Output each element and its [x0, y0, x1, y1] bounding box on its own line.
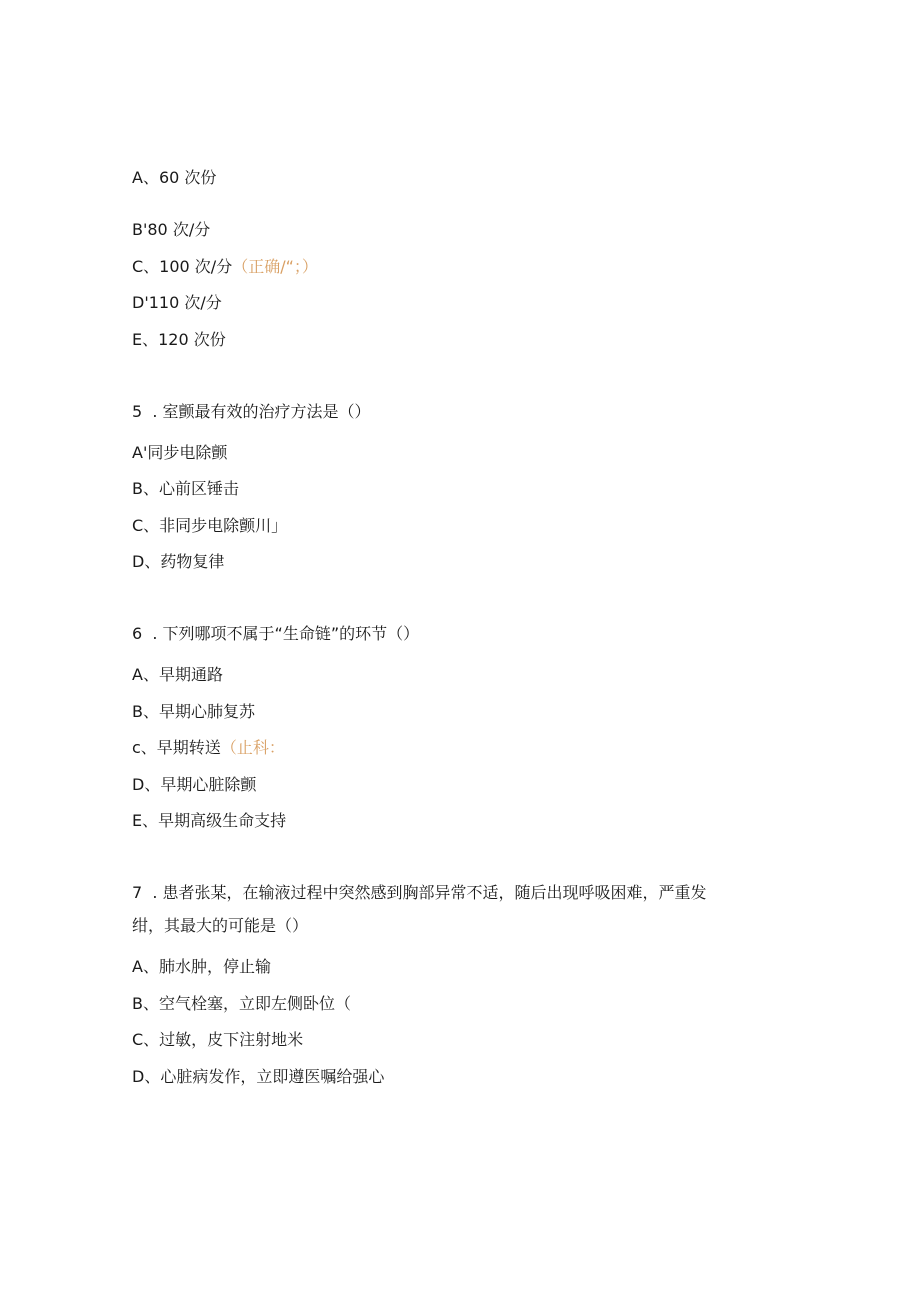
question-7-stem-line1 — [132, 883, 707, 903]
option-text: B、心前区锤击 — [132, 479, 239, 498]
option-q4-c — [132, 257, 318, 277]
option-q6-a — [132, 665, 223, 685]
option-q7-a — [132, 957, 271, 977]
question-5-stem — [132, 402, 371, 422]
option-text: B、早期心肺复苏 — [132, 702, 255, 721]
question-7-stem-line2 — [132, 916, 308, 936]
option-text: D、药物复律 — [132, 552, 225, 571]
option-text: D、早期心脏除颤 — [132, 775, 257, 794]
option-text: A、肺水肿，停止输 — [132, 957, 271, 976]
option-q4-a — [132, 168, 216, 188]
option-q5-d — [132, 552, 224, 572]
question-6-stem — [132, 624, 419, 644]
option-q5-b — [132, 479, 239, 499]
option-text: C、100 次/分 — [132, 257, 233, 276]
option-text: D'110 次/分 — [132, 293, 222, 312]
answer-mark: （止科： — [220, 738, 285, 757]
option-text: B、空气栓塞，立即左侧卧位（ — [132, 994, 351, 1013]
option-text: A'同步电除颤 — [132, 443, 228, 462]
option-text: C、非同步电除颤川」 — [132, 516, 288, 535]
option-text: c、早期转送 — [132, 738, 221, 757]
question-text: 绀，其最大的可能是（） — [132, 916, 309, 935]
option-text: A、60 次份 — [132, 168, 217, 187]
question-text: 5 . 室颤最有效的治疗方法是（） — [132, 402, 371, 421]
option-q4-d — [132, 293, 222, 313]
option-q4-e — [132, 330, 226, 350]
question-text: 6 . 下列哪项不属于“生命链”的环节（） — [132, 624, 420, 643]
question-text: 7 . 患者张某，在输液过程中突然感到胸部异常不适，随后出现呼吸困难，严重发 — [132, 883, 707, 902]
option-text: B'80 次/分 — [132, 220, 211, 239]
option-q6-b — [132, 702, 255, 722]
option-text: C、过敏，皮下注射地米 — [132, 1030, 304, 1049]
option-text: E、早期高级生命支持 — [132, 811, 287, 830]
option-text: E、120 次份 — [132, 330, 226, 349]
option-q6-d — [132, 775, 256, 795]
option-q7-b — [132, 994, 351, 1014]
option-q6-c — [132, 738, 285, 758]
option-text: D、心脏病发作，立即遵医嘱给强心 — [132, 1067, 385, 1086]
option-q6-e — [132, 811, 286, 831]
option-q7-c — [132, 1030, 303, 1050]
option-q4-b — [132, 220, 210, 240]
option-text: A、早期通路 — [132, 665, 223, 684]
option-q7-d — [132, 1067, 384, 1087]
option-q5-a — [132, 443, 227, 463]
option-q5-c — [132, 516, 287, 536]
answer-mark: （正确/“；） — [232, 257, 318, 276]
